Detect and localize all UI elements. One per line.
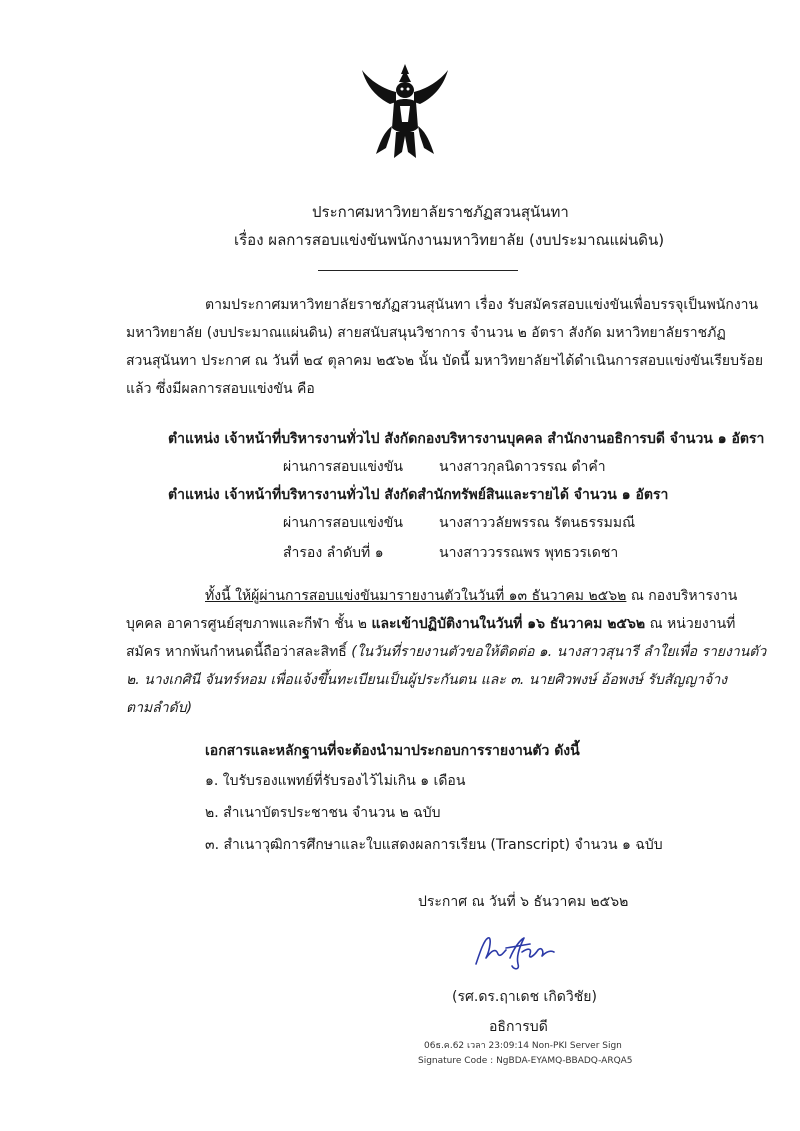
documents-heading: เอกสารและหลักฐานที่จะต้องนำมาประกอบการรายงานตัว ดังนี้ xyxy=(205,743,580,759)
result-status: สำรอง ลำดับที่ ๑ xyxy=(283,545,384,561)
org-heading: ประกาศมหาวิทยาลัยราชภัฏสวนสุนันทา xyxy=(312,203,569,221)
result-status: ผ่านการสอบแข่งขัน xyxy=(283,459,403,475)
position-heading: ตำแหน่ง เจ้าหน้าที่บริหารงานทั่วไป สังกัดกองบริหารงานบุคคล สำนักงานอธิการบดี จำนวน ๑ อัตรา xyxy=(168,431,765,447)
report-line-1 xyxy=(205,581,737,611)
report-lead-rest: ณ กองบริหารงาน xyxy=(626,588,738,604)
intro-line-4: แล้ว ซึ่งมีผลการสอบแข่งขัน คือ xyxy=(126,381,315,397)
subject-line: เรื่อง ผลการสอบแข่งขันพนักงานมหาวิทยาลัย (งบประมาณแผ่นดิน) xyxy=(234,231,665,249)
position-heading: ตำแหน่ง เจ้าหน้าที่บริหารงานทั่วไป สังกัดสำนักทรัพย์สินและรายได้ จำนวน ๑ อัตรา xyxy=(168,487,669,503)
garuda-emblem xyxy=(360,62,450,162)
document-item: ๒. สำเนาบัตรประชาชน จำนวน ๒ ฉบับ xyxy=(205,805,441,821)
result-status: ผ่านการสอบแข่งขัน xyxy=(283,515,403,531)
intro-line-2: มหาวิทยาลัย (งบประมาณแผ่นดิน) สายสนับสนุนวิชาการ จำนวน ๒ อัตรา สังกัด มหาวิทยาลัยราชภัฏ xyxy=(126,325,726,341)
result-name: นางสาววลัยพรรณ รัตนธรรมมณี xyxy=(439,515,636,531)
intro-line-1: ตามประกาศมหาวิทยาลัยราชภัฏสวนสุนันทา เรื่อง รับสมัครสอบแข่งขันเพื่อบรรจุเป็นพนักงาน xyxy=(205,297,759,313)
report-line-4: ๒. นางเกศินี จันทร์หอม เพื่อแจ้งขึ้นทะเบียนเป็นผู้ประกันตน และ ๓. นายศิวพงษ์ อ้อพงษ์ รับสัญญาจ้าง xyxy=(126,672,728,688)
report-start-date: และเข้าปฏิบัติงานในวันที่ ๑๖ ธันวาคม ๒๕๖๒ xyxy=(371,616,646,632)
signature-code: Signature Code : NgBDA-EYAMQ-BBADQ-ARQA5 xyxy=(418,1056,633,1066)
announcement-date: ประกาศ ณ วันที่ ๖ ธันวาคม ๒๕๖๒ xyxy=(418,894,629,910)
document-item: ๑. ใบรับรองแพทย์ที่รับรองไว้ไม่เกิน ๑ เดือน xyxy=(205,773,466,789)
signer-title: อธิการบดี xyxy=(489,1019,548,1035)
result-name: นางสาวกุลนิดาวรรณ ดำคำ xyxy=(439,459,606,475)
signer-name: (รศ.ดร.ฤาเดช เกิดวิชัย) xyxy=(452,989,597,1005)
report-line-2 xyxy=(126,609,735,639)
result-name: นางสาววรรณพร พุทธวรเดชา xyxy=(439,545,619,561)
title-divider xyxy=(318,270,518,271)
e-sign-timestamp: 06ธ.ค.62 เวลา 23:09:14 Non-PKI Server Sign xyxy=(424,1041,622,1051)
intro-line-3: สวนสุนันทา ประกาศ ณ วันที่ ๒๔ ตุลาคม ๒๕๖๒ นั้น บัดนี้ มหาวิทยาลัยฯได้ดำเนินการสอบแข่งขันเรียบร้อย xyxy=(126,353,764,369)
report-lead-underlined: ทั้งนี้ ให้ผู้ผ่านการสอบแข่งขันมารายงานตัวในวันที่ ๑๓ ธันวาคม ๒๕๖๒ xyxy=(205,588,627,604)
handwritten-signature xyxy=(470,930,570,972)
report-contact-note: (ในวันที่รายงานตัวขอให้ติดต่อ ๑. นางสาวสุนารี ลำใยเพื่อ รายงานตัว xyxy=(351,644,767,660)
report-line-5: ตามลำดับ) xyxy=(126,700,193,716)
document-item: ๓. สำเนาวุฒิการศึกษาและใบแสดงผลการเรียน (Transcript) จำนวน ๑ ฉบับ xyxy=(205,837,663,853)
report-line-3-start: สมัคร หากพ้นกำหนดนี้ถือว่าสละสิทธิ์ xyxy=(126,644,352,660)
report-line-3 xyxy=(126,637,766,667)
report-line-2-start: บุคคล อาคารศูนย์สุขภาพและกีฬา ชั้น ๒ xyxy=(126,616,372,632)
report-line-2-end: ณ หน่วยงานที่ xyxy=(645,616,736,632)
